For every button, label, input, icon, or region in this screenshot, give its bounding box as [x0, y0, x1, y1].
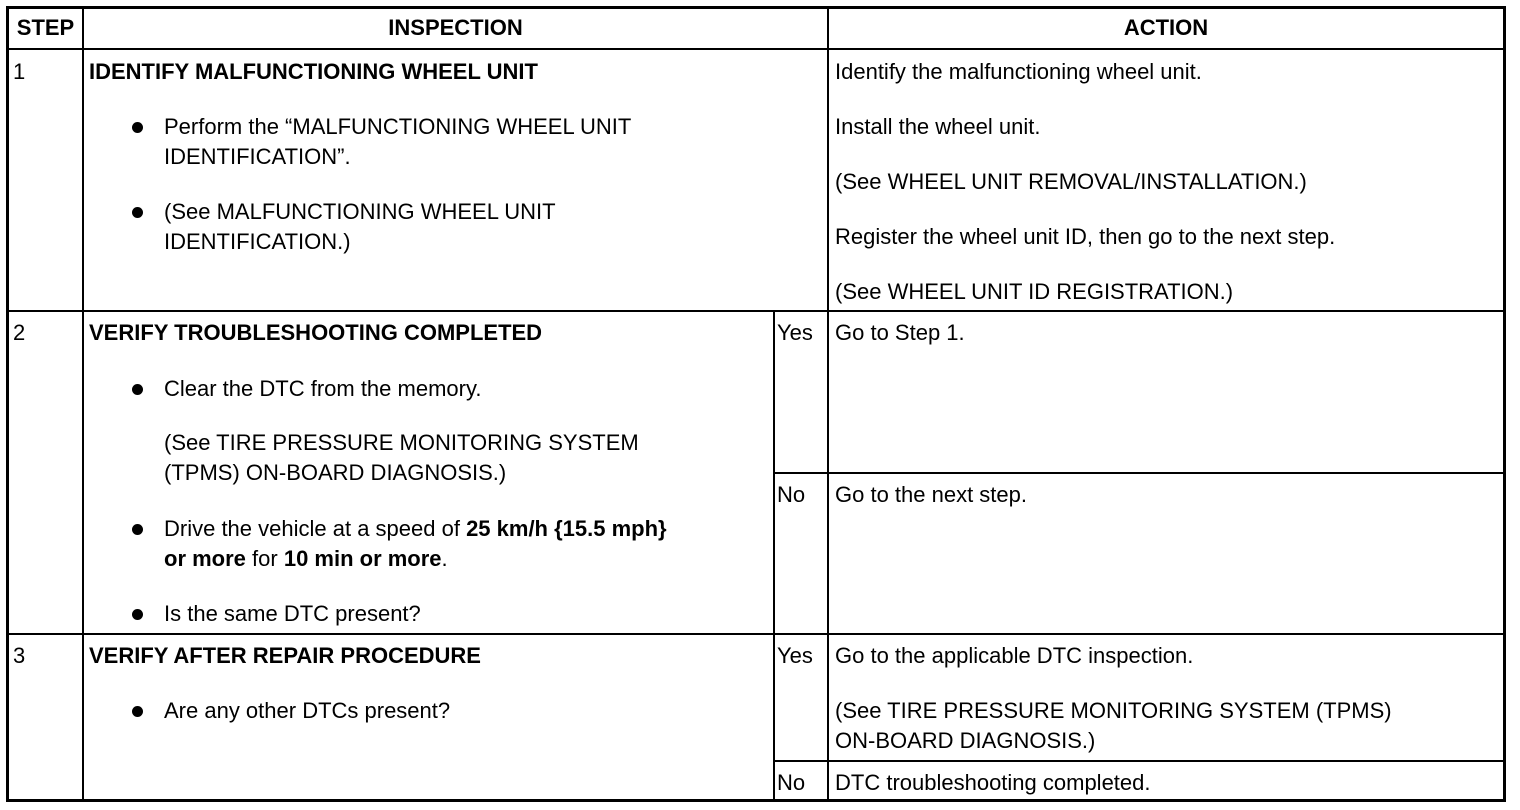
header-step: STEP	[16, 15, 75, 40]
divider	[773, 310, 775, 799]
inspection-bullet	[84, 696, 773, 726]
bullet-line: (See MALFUNCTIONING WHEEL UNIT	[164, 199, 556, 224]
bullet-line: IDENTIFICATION”.	[164, 144, 351, 169]
action-line: Go to the applicable DTC inspection.	[835, 643, 1194, 668]
bullet-line	[164, 514, 667, 544]
divider	[773, 472, 1503, 474]
note-line: (See TIRE PRESSURE MONITORING SYSTEM	[164, 430, 639, 455]
time-value: 10 min or more	[283, 546, 442, 571]
bullet-line: Perform the “MALFUNCTIONING WHEEL UNIT	[164, 114, 632, 139]
inspection-bullet	[84, 374, 773, 404]
text-run: .	[441, 546, 448, 571]
bullet-icon	[132, 207, 143, 218]
bullet-line: Clear the DTC from the memory.	[164, 376, 482, 401]
troubleshooting-table	[6, 6, 1506, 802]
bullet-icon	[132, 706, 143, 717]
text-run: for	[245, 546, 284, 571]
no-action: DTC troubleshooting completed.	[835, 770, 1151, 795]
no-label: No	[777, 770, 806, 795]
divider	[9, 48, 1503, 50]
yes-action	[835, 641, 1495, 756]
action-line: (See WHEEL UNIT REMOVAL/INSTALLATION.)	[835, 169, 1307, 194]
step-number: 2	[13, 320, 26, 345]
action-text	[835, 57, 1495, 307]
divider	[773, 760, 1503, 762]
bullet-line: Is the same DTC present?	[164, 601, 421, 626]
text-run: Drive the vehicle at a speed of	[164, 516, 467, 541]
no-label: No	[777, 482, 806, 507]
inspection-note	[164, 428, 764, 488]
inspection-title: VERIFY TROUBLESHOOTING COMPLETED	[89, 320, 543, 345]
inspection-bullet	[84, 514, 773, 574]
bullet-icon	[132, 524, 143, 535]
yes-action: Go to Step 1.	[835, 320, 965, 345]
yes-label: Yes	[777, 320, 813, 345]
header-action: ACTION	[1123, 15, 1209, 40]
bullet-line: Are any other DTCs present?	[164, 698, 451, 723]
inspection-bullet	[84, 197, 773, 257]
action-line: Register the wheel unit ID, then go to the next step.	[835, 224, 1336, 249]
bullet-icon	[132, 609, 143, 620]
inspection-title: IDENTIFY MALFUNCTIONING WHEEL UNIT	[89, 59, 538, 84]
step-number: 1	[13, 59, 26, 84]
bullet-icon	[132, 122, 143, 133]
bullet-line: IDENTIFICATION.)	[164, 229, 351, 254]
yes-label: Yes	[777, 643, 813, 668]
text-run: or more	[164, 546, 246, 571]
no-action: Go to the next step.	[835, 482, 1028, 507]
action-line: (See TIRE PRESSURE MONITORING SYSTEM (TPMS)	[835, 698, 1392, 723]
bullet-icon	[132, 384, 143, 395]
speed-value: 25 km/h {15.5 mph}	[466, 516, 667, 541]
action-line: ON-BOARD DIAGNOSIS.)	[835, 728, 1096, 753]
divider	[827, 9, 829, 799]
step-number: 3	[13, 643, 26, 668]
inspection-bullet	[84, 599, 773, 629]
note-line: (TPMS) ON-BOARD DIAGNOSIS.)	[164, 460, 507, 485]
action-line: Identify the malfunctioning wheel unit.	[835, 59, 1202, 84]
action-line: Install the wheel unit.	[835, 114, 1041, 139]
divider	[9, 310, 1503, 312]
action-line: (See WHEEL UNIT ID REGISTRATION.)	[835, 279, 1234, 304]
bullet-line	[164, 544, 448, 574]
header-inspection: INSPECTION	[388, 15, 523, 40]
divider	[9, 633, 1503, 635]
inspection-title: VERIFY AFTER REPAIR PROCEDURE	[89, 643, 481, 668]
inspection-bullet	[84, 112, 773, 172]
